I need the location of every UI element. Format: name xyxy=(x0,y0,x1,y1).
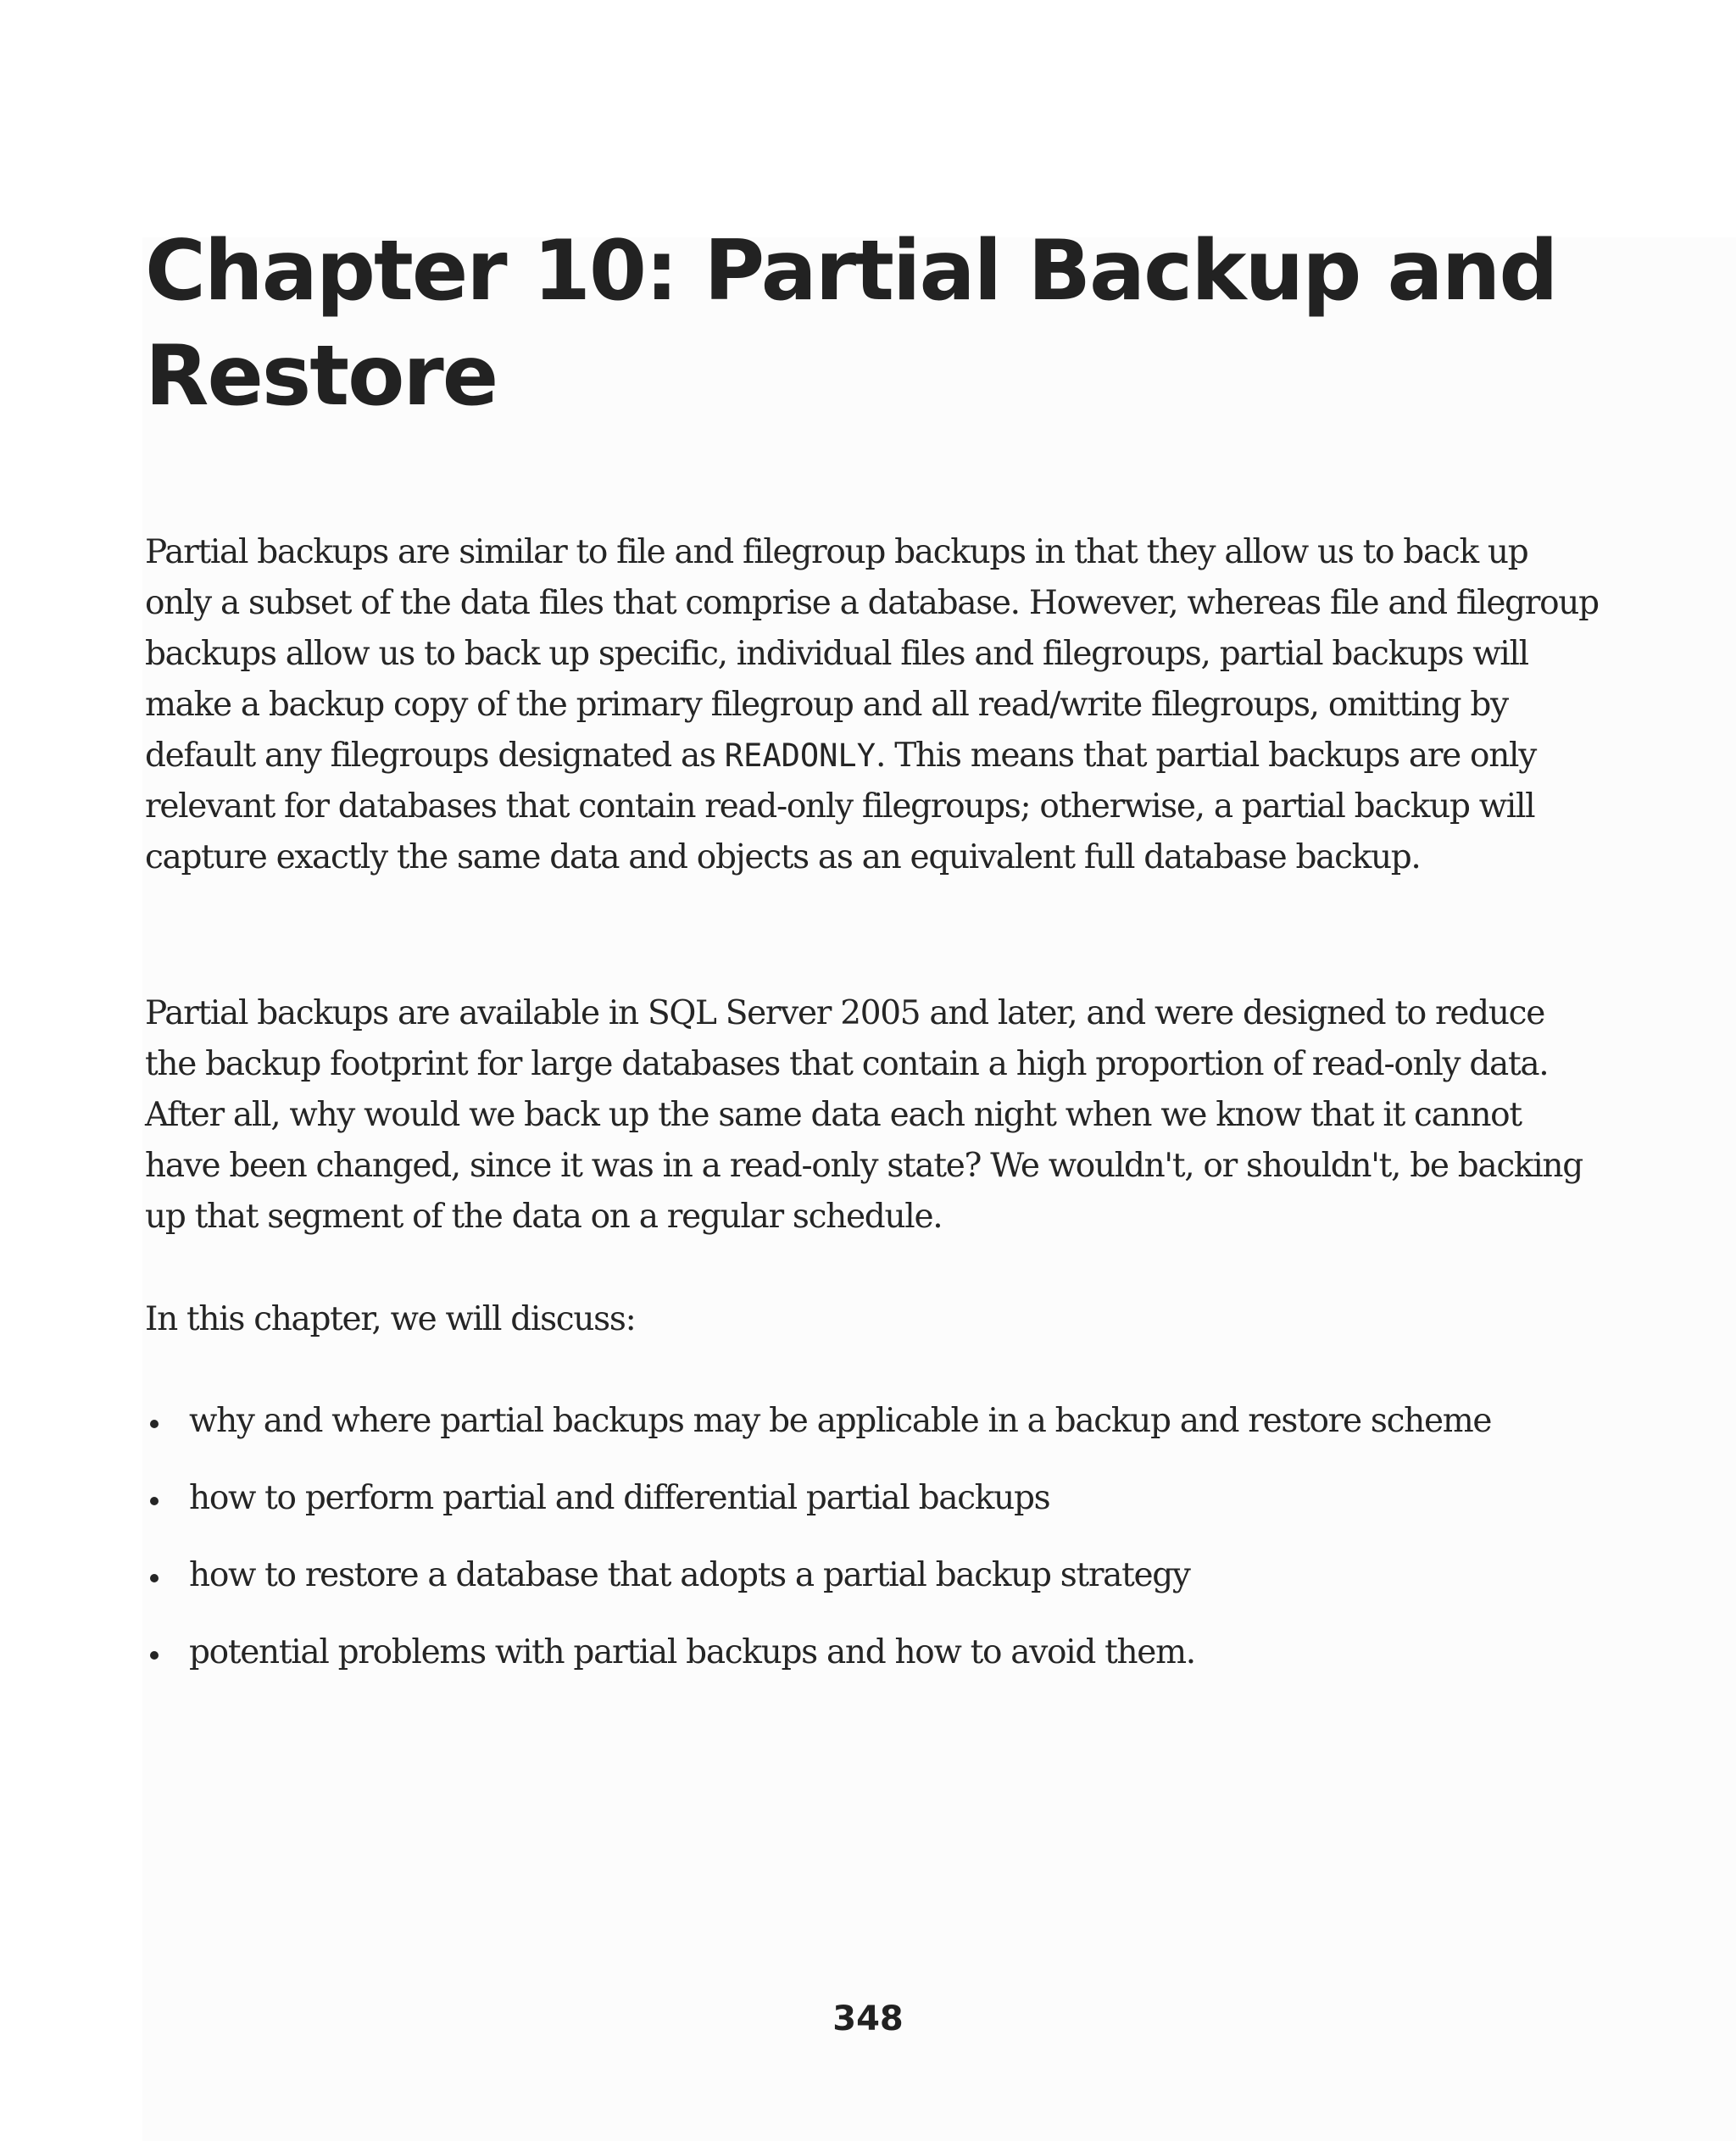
bullet-icon xyxy=(150,1497,159,1505)
intro-paragraph-text-start: Partial backups are similar to file and filegroup backups in that they allow us to back up only a subset of the data files that comprise a database. However, whereas file and filegroup backups allow us to back up specific, individual files and filegroups, partial backups will make a backup copy of the primary filegroup and all read/write filegroups, omitting by default any filegroups designated as xyxy=(145,533,1599,775)
list-item xyxy=(145,1396,1603,1473)
intro-paragraph xyxy=(145,527,1603,883)
list-item-text: how to perform partial and differential partial backups xyxy=(189,1479,1050,1517)
chapter-title: Chapter 10: Partial Backup and Restore xyxy=(145,223,1557,425)
page-number: 348 xyxy=(832,1999,904,2038)
list-item-text: why and where partial backups may be applicable in a backup and restore scheme xyxy=(189,1402,1492,1440)
intro-paragraph-text-end: . This means that partial backups are only relevant for databases that contain read-only filegroups; otherwise, a partial backup will capture exactly the same data and objects as an equivalent full database backup. xyxy=(145,737,1536,876)
list-item-text: potential problems with partial backups and how to avoid them. xyxy=(189,1633,1195,1671)
bullet-icon xyxy=(150,1651,159,1660)
list-item-text: how to restore a database that adopts a partial backup strategy xyxy=(189,1556,1190,1594)
bullet-icon xyxy=(150,1574,159,1582)
list-item xyxy=(145,1473,1603,1550)
availability-paragraph: Partial backups are available in SQL Server 2005 and later, and were designed to reduce the backup footprint for large databases that contain a high proportion of read-only data. After all, why would we back up the same data each night when we know that it cannot have been changed, since it was in a read-only state? We wouldn't, or shouldn't, be backing up that segment of the data on a regular schedule. xyxy=(145,994,1583,1236)
bullet-icon xyxy=(150,1420,159,1428)
list-item xyxy=(145,1627,1603,1704)
list-item xyxy=(145,1550,1603,1627)
readonly-keyword: READONLY xyxy=(724,737,876,774)
discussion-intro: In this chapter, we will discuss: xyxy=(145,1300,636,1338)
topics-list xyxy=(145,1396,1603,1704)
